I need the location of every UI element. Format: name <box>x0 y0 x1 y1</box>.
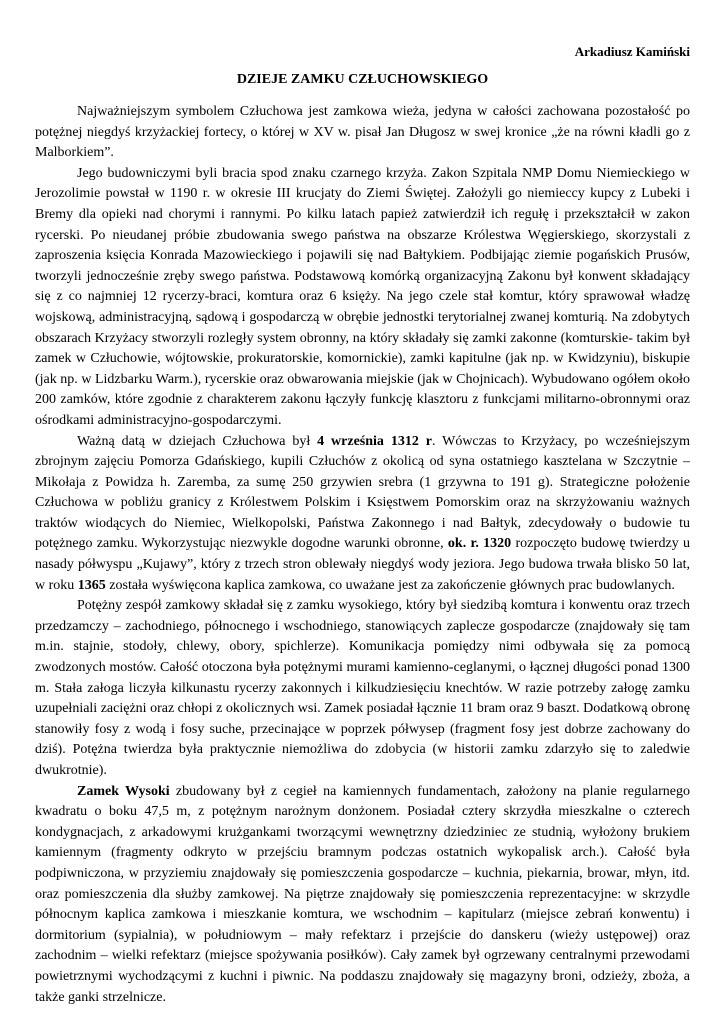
paragraph-3-bold-date-1312: 4 września 1312 r <box>317 433 432 449</box>
paragraph-4: Potężny zespół zamkowy składał się z zamku wysokiego, który był siedzibą komtura i konwentu oraz trzech przedzamczy – zachodniego, północnego i wschodniego, stanowiących zaplecze gospodarcze (znajdowały się tam m.in. stajnie, stodoły, chlewy, obory, spichlerze). Komunikacja pomiędzy nimi odbywała się za pomocą zwodzonych mostów. Całość otoczona była potężnymi murami kamienno-ceglanymi, o łącznej długości ponad 1300 m. Stała załoga liczyła kilkunastu rycerzy zakonnych i kilkudziesięciu knechtów. W razie potrzeby załogę zamku uzupełniali zaciężni oraz chłopi z okolicznych wsi. Zamek posiadał łącznie 11 bram oraz 9 baszt. Dodatkową obronę stanowiły fosy z wodą i fosy suche, przecinające w poprzek półwysep (fragment fosy jest dobrze zachowany do dziś). Potężna twierdza była praktycznie niemożliwa do zdobycia (w historii zamku zdarzyło się to zaledwie dwukrotnie). <box>35 598 690 778</box>
paragraph-5 <box>35 782 690 1009</box>
paragraph-3-text-2: . Wówczas to Krzyżacy, po wcześniejszym zbrojnym zajęciu Pomorza Gdańskiego, kupili Człuchów z okolicą od syna ostatniego kasztelana w Szczytnie – Mikołaja z Powidza h. Zaremba, za sumę 250 grzywien srebra (1 grzywna to 191 g). Strategiczne położenie Człuchowa w pobliżu granicy z Królestwem Polskim i Księstwem Pomorskim oraz na skrzyżowaniu ważnych traktów wiodących do Niemiec, Wielkopolski, Państwa Zakonnego i nad Bałtyk, zdecydowały o budowie tu potężnego zamku. Wykorzystując niezwykle dogodne warunki obronne, <box>35 433 691 552</box>
paragraph-3-bold-year-1365: 1365 <box>77 577 106 593</box>
paragraph-1: Najważniejszym symbolem Człuchowa jest zamkowa wieża, jedyna w całości zachowana pozostałość po potężnej niegdyś krzyżackiej fortecy, o której w XV w. pisał Jan Długosz w swej kronice „że na równi kładli go z Malborkiem”. <box>35 104 690 161</box>
paragraph-3 <box>35 432 690 597</box>
paragraph-3-text-4: została wyświęcona kaplica zamkowa, co uważane jest za zakończenie głównych prac budowlanych. <box>105 577 675 593</box>
author-name: Arkadiusz Kamiński <box>574 44 690 59</box>
paragraph-5-bold-heading: Zamek Wysoki <box>77 783 170 799</box>
paragraph-3-text-1: Ważną datą w dziejach Człuchowa był <box>77 433 318 449</box>
paragraph-3-text-3: rozpoczęto budowę twierdzy u nasady półwyspu „Kujawy”, który z trzech stron oblewały niegdyś wody jeziora. Jego budowa trwała blisko 50 lat, w roku <box>35 536 690 593</box>
paragraph-2: Jego budowniczymi byli bracia spod znaku czarnego krzyża. Zakon Szpitala NMP Domu Niemieckiego w Jerozolimie powstał w 1190 r. w okresie III krucjaty do Ziemi Świętej. Założyli go niemieccy kupcy z Lubeki i Bremy dla opieki nad chorymi i rannymi. Po kilku latach papież zatwierdził ich regułę i przekształcił w zakon rycerski. Po nieudanej próbie zbudowania swego państwa na obszarze Królestwa Węgierskiego, skorzystali z zaproszenia księcia Konrada Mazowieckiego i pojawili się nad Bałtykiem. Podbijając ziemie pogańskich Prusów, tworzyli jednocześnie zręby swego państwa. Podstawową komórką organizacyjną Zakonu był konwent składający się z co najmniej 12 rycerzy-braci, komtura oraz 6 księży. Na jego czele stał komtur, który sprawował władzę wojskową, administracyjną, sądową i gospodarczą w obrębie jednostki terytorialnej zwanej komturią. Na zdobytych obszarach Krzyżacy stworzyli rozległy system obronny, na który składały się zamki zakonne (komturskie- takim był zamek w Człuchowie, wójtowskie, prokuratorskie, komornickie), zamki kapitulne (jak np. w Kwidzyniu), biskupie (jak np. w Lidzbarku Warm.), rycerskie oraz obwarowania miejskie (jak w Chojnicach). Wybudowano ogółem około 200 zamków, które zgodnie z charakterem zakonu łączyły funkcję klasztoru z funkcjami militarno-obronnymi oraz ośrodkami administracyjno-gospodarczymi. <box>35 165 690 428</box>
paragraph-3-bold-date-1320: ok. r. 1320 <box>447 536 512 552</box>
paragraph-5-text: zbudowany był z cegieł na kamiennych fundamentach, założony na planie regularnego kwadratu o boku 47,5 m, z potężnym narożnym donżonem. Posiadał cztery skrzydła mieszkalne o czterech kondygnacjach, z arkadowymi krużgankami tworzącymi wewnętrzny dziedziniec ze studnią, wyłożony brukiem kamiennym (fragmenty odkryto w przejściu bramnym podczas ostatnich wykopalisk arch.). Całość była podpiwniczona, w przyziemiu znajdowały się pomieszczenia gospodarcze – kuchnia, piekarnia, browar, młyn, itd. oraz pomieszczenia dla służby zamkowej. Na piętrze znajdowały się pomieszczenia reprezentacyjne: w skrzydle północnym kaplica zamkowa i mieszkanie komtura, we wschodnim – kapitularz (miejsce zebrań konwentu) i dormitorium (sypialnia), w południowym – mały refektarz i przejście do danskeru (wieży ustępowej) oraz zachodnim – wielki refektarz (miejsce spożywania posiłków). Cały zamek był ogrzewany centralnymi przewodami powietrznymi wychodzącymi z kuchni i piwnic. Na poddaszu znajdowały się magazyny broni, odzieży, zboża, a także ganki strzelnicze. <box>35 783 690 1005</box>
document-title: DZIEJE ZAMKU CZŁUCHOWSKIEGO <box>236 72 489 87</box>
